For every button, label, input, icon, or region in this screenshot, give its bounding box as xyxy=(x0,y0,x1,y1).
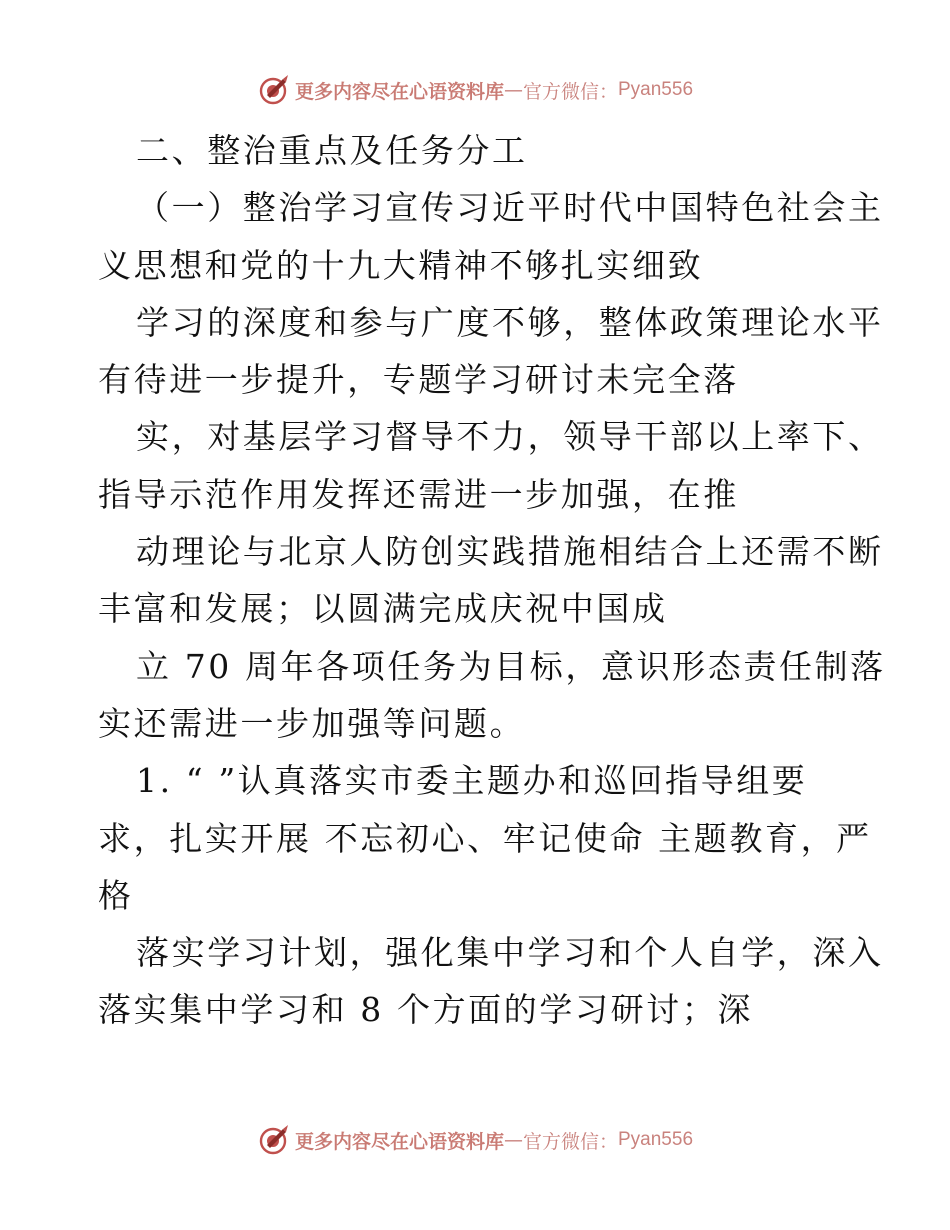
text-line: （一）整治学习宣传习近平时代中国特色社会主 xyxy=(136,188,884,228)
text-line: 立 70 周年各项任务为目标，意识形态责任制落 xyxy=(136,646,886,686)
footer-watermark xyxy=(0,1120,950,1160)
header-watermark xyxy=(0,70,950,110)
text-line: 实还需进一步加强等问题。 xyxy=(98,703,526,743)
section-heading: 二、整治重点及任务分工 xyxy=(136,131,528,170)
text-line: 1. “ ”认真落实市委主题办和巡回指导组要 xyxy=(136,761,808,801)
watermark-separator: — xyxy=(503,79,523,101)
quill-seal-icon xyxy=(257,73,291,107)
text-line: 义思想和党的十九大精神不够扎实细致 xyxy=(98,245,704,285)
watermark-separator: — xyxy=(503,1129,523,1151)
text-line: 实，对基层学习督导不力，领导干部以上率下、 xyxy=(136,417,884,457)
text-line: 落实集中学习和 8 个方面的学习研讨；深 xyxy=(98,990,753,1030)
watermark-account: Pyan556 xyxy=(618,1129,694,1150)
watermark-wechat-label: 官方微信： xyxy=(522,1130,618,1153)
watermark-brand: 更多内容尽在心语资料库 xyxy=(294,1130,504,1153)
text-line: 有待进一步提升，专题学习研讨未完全落 xyxy=(98,360,739,400)
watermark-brand: 更多内容尽在心语资料库 xyxy=(294,80,504,103)
watermark-account: Pyan556 xyxy=(618,79,694,100)
text-line: 学习的深度和参与广度不够，整体政策理论水平 xyxy=(136,302,884,342)
text-line: 丰富和发展；以圆满完成庆祝中国成 xyxy=(98,589,668,629)
watermark-wechat-label: 官方微信： xyxy=(522,80,618,103)
document-body xyxy=(98,122,886,1039)
text-line: 指导示范作用发挥还需进一步加强，在推 xyxy=(98,474,739,514)
text-line: 格 xyxy=(98,875,134,915)
quill-seal-icon xyxy=(257,1123,291,1157)
text-line: 动理论与北京人防创实践措施相结合上还需不断 xyxy=(136,532,884,572)
text-line: 求，扎实开展 不忘初心、牢记使命 主题教育，严 xyxy=(98,818,872,858)
text-line: 落实学习计划，强化集中学习和个人自学，深入 xyxy=(136,933,884,973)
